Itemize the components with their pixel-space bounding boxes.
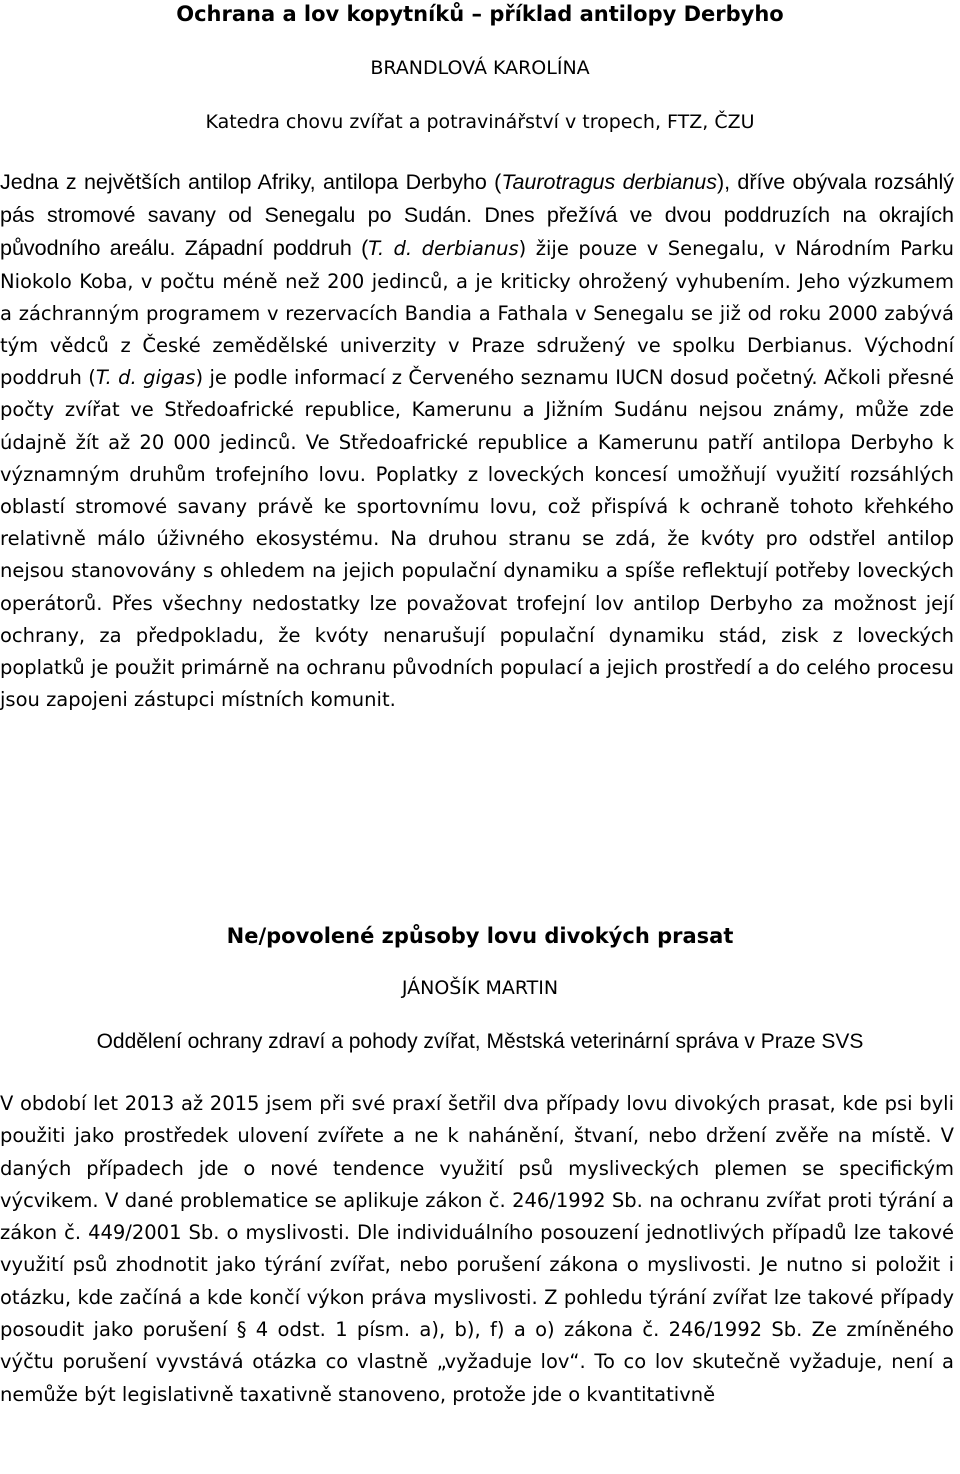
article-1-subspecies-name: T. d. gigas [95, 366, 196, 390]
article-2-affiliation: Oddělení ochrany zdraví a pohody zvířat, Městská veterinární správa v Praze SVS [96, 1030, 864, 1053]
article-1-subspecies-name: T. d. derbianus [368, 237, 519, 261]
article-1-body-part: ) je podle informací z Červeného seznamu IUCN dosud početný. Ačkoli přesné počty zvířat ve Středoafrické republice, Kamerunu a Jižním Sudánu nejsou známy, může zde údajně žít až 20 000 jedinců. Ve Středoafrické republice a Kamerunu patří antilopa Derbyho k významným druhům trofejního lovu. Poplatky z loveckých koncesí umožňují využití rozsáhlých oblastí stromové savany právě ke sportovnímu lovu, což přispívá k ochraně tohoto křehkého relativně málo úživného ekosystému. Na druhou stranu se zdá, že kvóty pro odstřel antilop nejsou stanovovány s ohledem na jejich populační dynamiku a spíše reflektují potřeby loveckých operátorů. Přes všechny nedostatky lze považovat trofejní lov antilop Derbyho za možnost její ochrany, za předpokladu, že kvóty nenarušují populační dynamiku stád, zisk z loveckých poplatků je použit primárně na ochranu původních populací a jejich prostředí a do celého procesu jsou zapojeni zástupci místních komunit. [0, 366, 954, 712]
article-1-body-part: ) žije pouze v Senegalu, v Národním Parku Niokolo Koba, v počtu méně než 200 jedinců, a je kriticky ohrožený vyhubením. Jeho výzkumem a záchranným programem v rezervacích Bandia a Fathala v Senegalu se již od roku 2000 zabývá tým vědců z České zemědělské univerzity v Praze sdružený ve spolku Derbianus. Východní poddruh ( [0, 237, 954, 390]
article-2-body: V období let 2013 až 2015 jsem při své praxí šetřil dva případy lovu divokých prasat, kde psi byli použiti jako prostředek ulovení zvířete a ne k nahánění, štvaní, nebo držení zvěře na místě. V daných případech jde o nové tendence využití psů mysliveckých plemen se specifickým výcvikem. V dané problematice se aplikuje zákon č. 246/1992 Sb. na ochranu zvířat proti týrání a zákon č. 449/2001 Sb. o myslivosti. Dle individuálního posouzení jednotlivých případů lze takové využití psů zhodnotit jako týrání zvířat, nebo porušení zákona o myslivosti. Je nutno si položit i otázku, kde začíná a kde končí výkon práva myslivosti. Z pohledu týrání zvířat lze takové případy posoudit jako porušení § 4 odst. 1 písm. a), b), f) a o) zákona č. 246/1992 Sb. Ze zmíněného výčtu porušení vyvstává otázka co vlastně „vyžaduje lov“. To co lov skutečně vyžaduje, není a nemůže být legislativně taxativně stanoveno, protože jde o kvantitativně [0, 1092, 954, 1406]
article-2-title: Ne/povolené způsoby lovu divokých prasat [226, 924, 734, 948]
article-1-affiliation: Katedra chovu zvířat a potravinářství v tropech, FTZ, ČZU [205, 111, 755, 133]
article-1-species-name: Taurotragus derbianus [501, 170, 717, 194]
article-1-title: Ochrana a lov kopytníků – příklad antilopy Derbyho [176, 2, 784, 26]
article-2-author: JÁNOŠÍK MARTIN [401, 977, 559, 999]
article-1-body-part: Jedna z největších antilop Afriky, antilopa Derbyho ( [0, 170, 502, 194]
article-1-author: BRANDLOVÁ KAROLÍNA [370, 57, 590, 79]
article-1-body-part: ), dříve obývala rozsáhlý pás stromové savany od Senegalu po Sudán. Dnes přežívá ve dvou poddruzích na okrajích původního areálu. Západní poddruh ( [0, 170, 955, 261]
article-1-body [0, 166, 954, 716]
